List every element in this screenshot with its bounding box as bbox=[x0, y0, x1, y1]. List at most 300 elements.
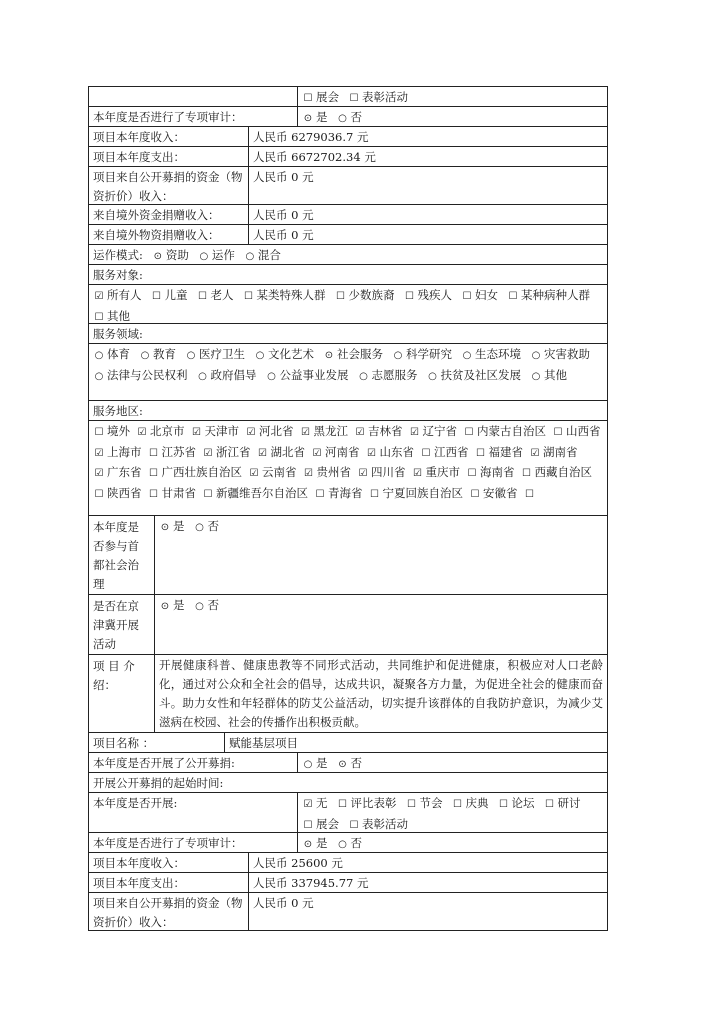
empty-box-icon: ☐ bbox=[553, 427, 563, 438]
events-row-continued bbox=[89, 87, 608, 107]
option-label: 生态环境 bbox=[475, 347, 521, 361]
checked-box-icon: ☑ bbox=[355, 427, 365, 438]
empty-box-icon: ☐ bbox=[525, 488, 534, 500]
option-label: 江苏省 bbox=[161, 444, 196, 459]
service-target-header-row bbox=[89, 265, 608, 285]
option-item bbox=[93, 307, 130, 324]
option-label: 海南省 bbox=[480, 465, 515, 479]
option-item bbox=[530, 366, 567, 387]
capital-governance-label: 本年度是否参与首都社会治理 bbox=[89, 516, 155, 594]
option-item bbox=[302, 88, 339, 106]
option-label: 宁夏回族自治区 bbox=[382, 485, 463, 500]
selected-radio-icon: ⊙ bbox=[303, 113, 313, 124]
option-label: 体育 bbox=[107, 347, 130, 361]
option-item bbox=[198, 246, 235, 264]
abroad-cash-label: 来自境外资金捐赠收入： bbox=[89, 205, 249, 224]
option-item bbox=[323, 345, 383, 366]
audit2-label: 本年度是否进行了专项审计： bbox=[89, 833, 298, 852]
empty-box-icon: ☐ bbox=[370, 488, 379, 500]
abroad-cash-value: 人民币 0 元 bbox=[249, 205, 608, 224]
option-label: 运作 bbox=[211, 248, 235, 262]
radio-icon: ○ bbox=[428, 370, 437, 382]
option-item bbox=[302, 794, 328, 815]
radio-icon: ○ bbox=[94, 350, 104, 361]
option-item bbox=[466, 463, 515, 484]
empty-box-icon: ☐ bbox=[149, 447, 158, 459]
option-item bbox=[302, 815, 339, 833]
radio-icon: ○ bbox=[198, 370, 207, 382]
empty-box-icon: ☐ bbox=[303, 93, 313, 104]
option-item bbox=[337, 754, 363, 772]
income-label: 项目本年度收入： bbox=[89, 127, 249, 146]
option-label: 少数族裔 bbox=[348, 288, 395, 302]
option-item bbox=[93, 463, 142, 484]
checked-box-icon: ☑ bbox=[94, 447, 104, 459]
radio-icon: ○ bbox=[462, 350, 472, 361]
empty-box-icon: ☐ bbox=[94, 311, 104, 323]
option-label: 否 bbox=[207, 519, 219, 533]
public-fund-label: 项目来自公开募捐的资金（物资折价）收入： bbox=[89, 167, 249, 204]
selected-radio-icon: ⊙ bbox=[338, 759, 347, 770]
option-label: 残疾人 bbox=[417, 288, 452, 302]
audit2-row bbox=[89, 833, 608, 853]
audit-label: 本年度是否进行了专项审计： bbox=[89, 107, 298, 126]
option-item bbox=[406, 794, 443, 815]
option-item bbox=[452, 794, 489, 815]
empty-box-icon: ☐ bbox=[464, 427, 474, 438]
option-label: 混合 bbox=[257, 248, 281, 262]
option-label: 四川省 bbox=[371, 465, 406, 479]
radio-icon: ○ bbox=[245, 251, 255, 262]
expense-row bbox=[89, 147, 608, 167]
option-item bbox=[529, 443, 578, 464]
option-item bbox=[245, 422, 294, 443]
checked-box-icon: ☑ bbox=[249, 468, 259, 479]
public-fund2-value: 人民币 0 元 bbox=[249, 893, 608, 930]
service-region-header-row bbox=[89, 401, 608, 421]
option-label: 河北省 bbox=[259, 424, 294, 438]
empty-box-icon: ☐ bbox=[453, 799, 462, 810]
option-label: 否 bbox=[350, 756, 362, 770]
activities-options bbox=[298, 793, 608, 832]
empty-box-icon: ☐ bbox=[315, 488, 325, 500]
empty-box-icon: ☐ bbox=[203, 488, 213, 500]
empty-box-icon: ☐ bbox=[407, 799, 416, 810]
option-label: 是 bbox=[173, 598, 185, 612]
radio-icon: ○ bbox=[255, 350, 265, 361]
checked-box-icon: ☑ bbox=[301, 427, 310, 438]
option-item bbox=[202, 484, 308, 505]
option-label: 展会 bbox=[316, 90, 339, 104]
empty-box-icon: ☐ bbox=[149, 488, 158, 500]
option-item bbox=[152, 246, 189, 264]
option-label: 境外 bbox=[107, 424, 130, 438]
option-item bbox=[139, 345, 176, 366]
radio-icon: ○ bbox=[531, 370, 541, 382]
option-item bbox=[392, 345, 452, 366]
service-target-header: 服务对象: bbox=[89, 265, 608, 284]
option-label: 河南省 bbox=[325, 444, 360, 459]
checked-box-icon: ☑ bbox=[94, 291, 104, 302]
selected-radio-icon: ⊙ bbox=[160, 522, 170, 533]
option-item bbox=[266, 366, 349, 387]
option-item bbox=[427, 366, 522, 387]
option-label: 贵州省 bbox=[316, 465, 351, 479]
service-region-header: 服务地区: bbox=[89, 401, 608, 420]
service-field-row bbox=[89, 344, 608, 401]
jingjinji-options bbox=[155, 595, 608, 654]
option-label: 无 bbox=[316, 796, 328, 810]
option-item bbox=[93, 422, 130, 443]
option-item bbox=[412, 463, 461, 484]
option-label: 资助 bbox=[165, 248, 189, 262]
project-intro-label: 项 目 介绍： bbox=[89, 655, 155, 732]
radio-icon: ○ bbox=[531, 350, 541, 361]
option-label: 科学研究 bbox=[406, 347, 452, 361]
option-label: 北京市 bbox=[150, 424, 185, 438]
public-fund2-label: 项目来自公开募捐的资金（物资折价）收入： bbox=[89, 893, 249, 930]
radio-icon: ○ bbox=[195, 522, 204, 533]
option-label: 黑龙江 bbox=[313, 424, 348, 438]
option-label: 山东省 bbox=[379, 444, 414, 459]
capital-governance-options bbox=[155, 516, 608, 594]
option-label: 某类特殊人群 bbox=[256, 288, 326, 302]
option-label: 是 bbox=[316, 756, 328, 770]
service-target-row bbox=[89, 285, 608, 324]
option-item bbox=[354, 422, 403, 443]
radio-icon: ○ bbox=[338, 113, 347, 124]
option-label: 安徽省 bbox=[483, 485, 518, 500]
option-item bbox=[348, 815, 408, 833]
option-label: 政府倡导 bbox=[210, 367, 257, 382]
checked-box-icon: ☑ bbox=[203, 447, 213, 459]
fundraise-options bbox=[298, 753, 608, 772]
capital-governance-row bbox=[89, 516, 608, 595]
service-region-row bbox=[89, 421, 608, 516]
expense-label: 项目本年度支出： bbox=[89, 147, 249, 166]
checked-box-icon: ☑ bbox=[530, 447, 540, 459]
option-label: 甘肃省 bbox=[161, 485, 196, 500]
option-item bbox=[197, 366, 257, 387]
option-label: 所有人 bbox=[107, 288, 142, 302]
option-label: 表彰活动 bbox=[362, 816, 408, 831]
option-label: 内蒙古自治区 bbox=[477, 424, 546, 438]
option-label: 否 bbox=[350, 110, 362, 124]
jingjinji-label: 是否在京津冀开展活动 bbox=[89, 595, 155, 654]
radio-icon: ○ bbox=[303, 759, 313, 770]
checked-box-icon: ☑ bbox=[410, 427, 419, 438]
selected-radio-icon: ⊙ bbox=[153, 251, 163, 262]
checked-box-icon: ☑ bbox=[303, 799, 313, 810]
checked-box-icon: ☑ bbox=[258, 447, 267, 459]
option-item bbox=[420, 443, 469, 464]
fundraise-label: 本年度是否开展了公开募捐: bbox=[89, 753, 298, 772]
option-label: 是 bbox=[316, 836, 328, 850]
project-name-value: 赋能基层项目 bbox=[225, 733, 608, 752]
option-item bbox=[404, 286, 453, 307]
option-label: 节会 bbox=[419, 796, 443, 810]
empty-box-icon: ☐ bbox=[152, 291, 161, 302]
checked-box-icon: ☑ bbox=[367, 447, 376, 459]
expense2-row bbox=[89, 873, 608, 893]
audit2-options bbox=[298, 833, 608, 852]
empty-box-icon: ☐ bbox=[149, 468, 158, 479]
checked-box-icon: ☑ bbox=[137, 427, 147, 438]
option-label: 广西壮族自治区 bbox=[161, 465, 242, 479]
option-label: 老人 bbox=[210, 288, 234, 302]
option-item bbox=[136, 422, 185, 443]
empty-box-icon: ☐ bbox=[508, 291, 518, 302]
radio-icon: ○ bbox=[267, 370, 276, 382]
option-label: 其他 bbox=[107, 308, 130, 323]
option-label: 教育 bbox=[153, 347, 176, 361]
radio-icon: ○ bbox=[186, 350, 196, 361]
expense2-label: 项目本年度支出： bbox=[89, 873, 249, 892]
option-item bbox=[93, 345, 130, 366]
empty-box-icon: ☐ bbox=[94, 427, 104, 438]
option-item bbox=[302, 754, 328, 772]
option-item bbox=[524, 484, 538, 505]
selected-radio-icon: ⊙ bbox=[324, 350, 334, 361]
income2-value: 人民币 25600 元 bbox=[249, 853, 608, 872]
operation-mode-row bbox=[89, 245, 608, 265]
option-label: 广东省 bbox=[107, 465, 142, 479]
option-label: 江西省 bbox=[434, 444, 469, 459]
option-item bbox=[159, 517, 185, 538]
radio-icon: ○ bbox=[195, 601, 204, 612]
option-item bbox=[409, 422, 458, 443]
fund-start-label: 开展公开募捐的起始时间: bbox=[89, 773, 608, 792]
empty-box-icon: ☐ bbox=[198, 291, 207, 302]
option-label: 志愿服务 bbox=[371, 367, 418, 382]
checked-box-icon: ☑ bbox=[192, 427, 201, 438]
jingjinji-row bbox=[89, 595, 608, 655]
checked-box-icon: ☑ bbox=[413, 468, 422, 479]
option-label: 展会 bbox=[316, 816, 339, 831]
option-item bbox=[197, 286, 234, 307]
option-item bbox=[311, 443, 360, 464]
public-fund-value: 人民币 0 元 bbox=[249, 167, 608, 204]
option-label: 医疗卫生 bbox=[199, 347, 245, 361]
checked-box-icon: ☑ bbox=[304, 468, 313, 479]
checked-box-icon: ☑ bbox=[94, 468, 104, 479]
checked-box-icon: ☑ bbox=[312, 447, 322, 459]
activities-label: 本年度是否开展: bbox=[89, 793, 298, 832]
option-item bbox=[300, 422, 349, 443]
service-field-header-row bbox=[89, 324, 608, 344]
option-item bbox=[544, 794, 581, 815]
option-label: 否 bbox=[207, 598, 219, 612]
option-item bbox=[337, 834, 363, 852]
empty-box-icon: ☐ bbox=[336, 291, 345, 302]
expense2-value: 人民币 337945.77 元 bbox=[249, 873, 608, 892]
option-item bbox=[337, 794, 397, 815]
option-label: 文化艺术 bbox=[268, 347, 314, 361]
option-label: 浙江省 bbox=[216, 444, 251, 459]
option-item bbox=[303, 463, 352, 484]
option-item bbox=[93, 443, 142, 464]
option-label: 是 bbox=[316, 110, 328, 124]
option-item bbox=[93, 484, 142, 505]
option-label: 山西省 bbox=[566, 424, 601, 438]
empty-cell bbox=[89, 87, 298, 106]
option-label: 福建省 bbox=[488, 444, 523, 459]
option-label: 社会服务 bbox=[337, 347, 383, 361]
empty-box-icon: ☐ bbox=[94, 488, 104, 500]
option-item bbox=[191, 422, 240, 443]
option-item bbox=[257, 443, 306, 464]
option-item bbox=[469, 484, 518, 505]
option-item bbox=[498, 794, 535, 815]
option-item bbox=[358, 366, 418, 387]
service-field-options bbox=[89, 344, 608, 400]
radio-icon: ○ bbox=[140, 350, 150, 361]
option-item bbox=[337, 108, 363, 126]
option-label: 表彰活动 bbox=[362, 90, 408, 104]
empty-box-icon: ☐ bbox=[405, 291, 414, 302]
option-label: 西藏自治区 bbox=[534, 465, 592, 479]
project-intro-text: 开展健康科普、健康患教等不同形式活动，共同维护和促进健康，积极应对人口老龄化，通过对公众和全社会的倡导，达成共识，凝聚各方力量，为促进全社会的健康而奋斗。助力女性和年轻群体的防艾公益活动，切实提升该群体的自我防护意识，为减少艾滋病在校园、社会的传播作出积极贡献。 bbox=[155, 655, 608, 732]
operation-mode-cell bbox=[89, 245, 608, 264]
option-item bbox=[151, 286, 188, 307]
option-item bbox=[93, 286, 142, 307]
option-label: 评比表彰 bbox=[350, 796, 397, 810]
option-label: 某种病种人群 bbox=[521, 288, 590, 302]
empty-box-icon: ☐ bbox=[522, 468, 531, 479]
abroad-goods-row bbox=[89, 225, 608, 245]
income2-row bbox=[89, 853, 608, 873]
option-label: 妇女 bbox=[475, 288, 498, 302]
option-label: 天津市 bbox=[204, 424, 239, 438]
empty-box-icon: ☐ bbox=[499, 799, 508, 810]
option-item bbox=[194, 517, 220, 538]
checked-box-icon: ☑ bbox=[358, 468, 368, 479]
option-item bbox=[552, 422, 601, 443]
radio-icon: ○ bbox=[393, 350, 403, 361]
option-label: 公益事业发展 bbox=[279, 367, 349, 382]
radio-icon: ○ bbox=[94, 370, 104, 382]
option-item bbox=[475, 443, 524, 464]
option-label: 灾害救助 bbox=[544, 347, 590, 361]
option-label: 庆典 bbox=[465, 796, 489, 810]
empty-box-icon: ☐ bbox=[545, 799, 554, 810]
option-label: 其他 bbox=[544, 367, 567, 382]
project-intro-row bbox=[89, 655, 608, 733]
empty-box-icon: ☐ bbox=[421, 447, 431, 459]
option-item bbox=[302, 108, 328, 126]
events-options-cell bbox=[298, 87, 608, 106]
empty-box-icon: ☐ bbox=[303, 819, 313, 831]
option-item bbox=[243, 286, 326, 307]
option-item bbox=[335, 286, 395, 307]
income2-label: 项目本年度收入： bbox=[89, 853, 249, 872]
option-item bbox=[194, 596, 220, 617]
option-item bbox=[148, 484, 197, 505]
abroad-cash-row bbox=[89, 205, 608, 225]
empty-box-icon: ☐ bbox=[349, 93, 359, 104]
project-name-label: 项目名称 ： bbox=[89, 733, 225, 752]
option-label: 新疆维吾尔自治区 bbox=[216, 485, 308, 500]
option-item bbox=[248, 463, 297, 484]
public-fund2-row bbox=[89, 893, 608, 931]
option-item bbox=[521, 463, 593, 484]
audit-row bbox=[89, 107, 608, 127]
option-item bbox=[348, 88, 408, 106]
option-label: 重庆市 bbox=[425, 465, 460, 479]
option-label: 吉林省 bbox=[368, 424, 403, 438]
project-info-form bbox=[88, 86, 608, 931]
radio-icon: ○ bbox=[359, 370, 368, 382]
option-item bbox=[244, 246, 281, 264]
public-fund-row bbox=[89, 167, 608, 205]
empty-box-icon: ☐ bbox=[470, 488, 480, 500]
option-item bbox=[314, 484, 363, 505]
project-name-row bbox=[89, 733, 608, 753]
option-item bbox=[202, 443, 251, 464]
option-item bbox=[530, 345, 590, 366]
empty-box-icon: ☐ bbox=[462, 291, 472, 302]
option-label: 研讨 bbox=[557, 796, 581, 810]
option-item bbox=[507, 286, 590, 307]
option-item bbox=[463, 422, 546, 443]
service-field-header: 服务领域: bbox=[89, 324, 608, 343]
option-item bbox=[148, 443, 197, 464]
option-item bbox=[159, 596, 185, 617]
option-item bbox=[254, 345, 314, 366]
option-label: 上海市 bbox=[107, 444, 142, 459]
option-label: 是 bbox=[173, 519, 185, 533]
empty-box-icon: ☐ bbox=[476, 447, 485, 459]
checked-box-icon: ☑ bbox=[246, 427, 256, 438]
option-label: 扶贫及社区发展 bbox=[440, 367, 521, 382]
empty-box-icon: ☐ bbox=[467, 468, 477, 479]
fundraise-row bbox=[89, 753, 608, 773]
option-label: 湖北省 bbox=[270, 444, 305, 459]
audit-options-cell bbox=[298, 107, 608, 126]
option-label: 云南省 bbox=[262, 465, 297, 479]
option-label: 辽宁省 bbox=[422, 424, 457, 438]
selected-radio-icon: ⊙ bbox=[160, 601, 170, 612]
option-item bbox=[461, 286, 498, 307]
empty-box-icon: ☐ bbox=[338, 799, 347, 810]
option-item bbox=[369, 484, 464, 505]
option-label: 否 bbox=[350, 836, 362, 850]
radio-icon: ○ bbox=[199, 251, 209, 262]
option-label: 陕西省 bbox=[107, 485, 142, 500]
operation-mode-label: 运作模式: bbox=[93, 248, 143, 262]
option-item bbox=[185, 345, 245, 366]
activities-row bbox=[89, 793, 608, 833]
service-region-options bbox=[89, 421, 608, 515]
option-item bbox=[93, 366, 188, 387]
empty-box-icon: ☐ bbox=[244, 291, 253, 302]
option-label: 法律与公民权利 bbox=[107, 367, 188, 382]
service-target-options bbox=[89, 285, 608, 323]
option-item bbox=[148, 463, 243, 484]
income-row bbox=[89, 127, 608, 147]
option-label: 青海省 bbox=[328, 485, 363, 500]
option-label: 论坛 bbox=[511, 796, 535, 810]
abroad-goods-label: 来自境外物资捐赠收入： bbox=[89, 225, 249, 244]
radio-icon: ○ bbox=[338, 839, 347, 850]
income-value: 人民币 6279036.7 元 bbox=[249, 127, 608, 146]
expense-value: 人民币 6672702.34 元 bbox=[249, 147, 608, 166]
option-item bbox=[302, 834, 328, 852]
option-label: 儿童 bbox=[164, 288, 188, 302]
empty-box-icon: ☐ bbox=[349, 819, 359, 831]
abroad-goods-value: 人民币 0 元 bbox=[249, 225, 608, 244]
option-item bbox=[461, 345, 521, 366]
